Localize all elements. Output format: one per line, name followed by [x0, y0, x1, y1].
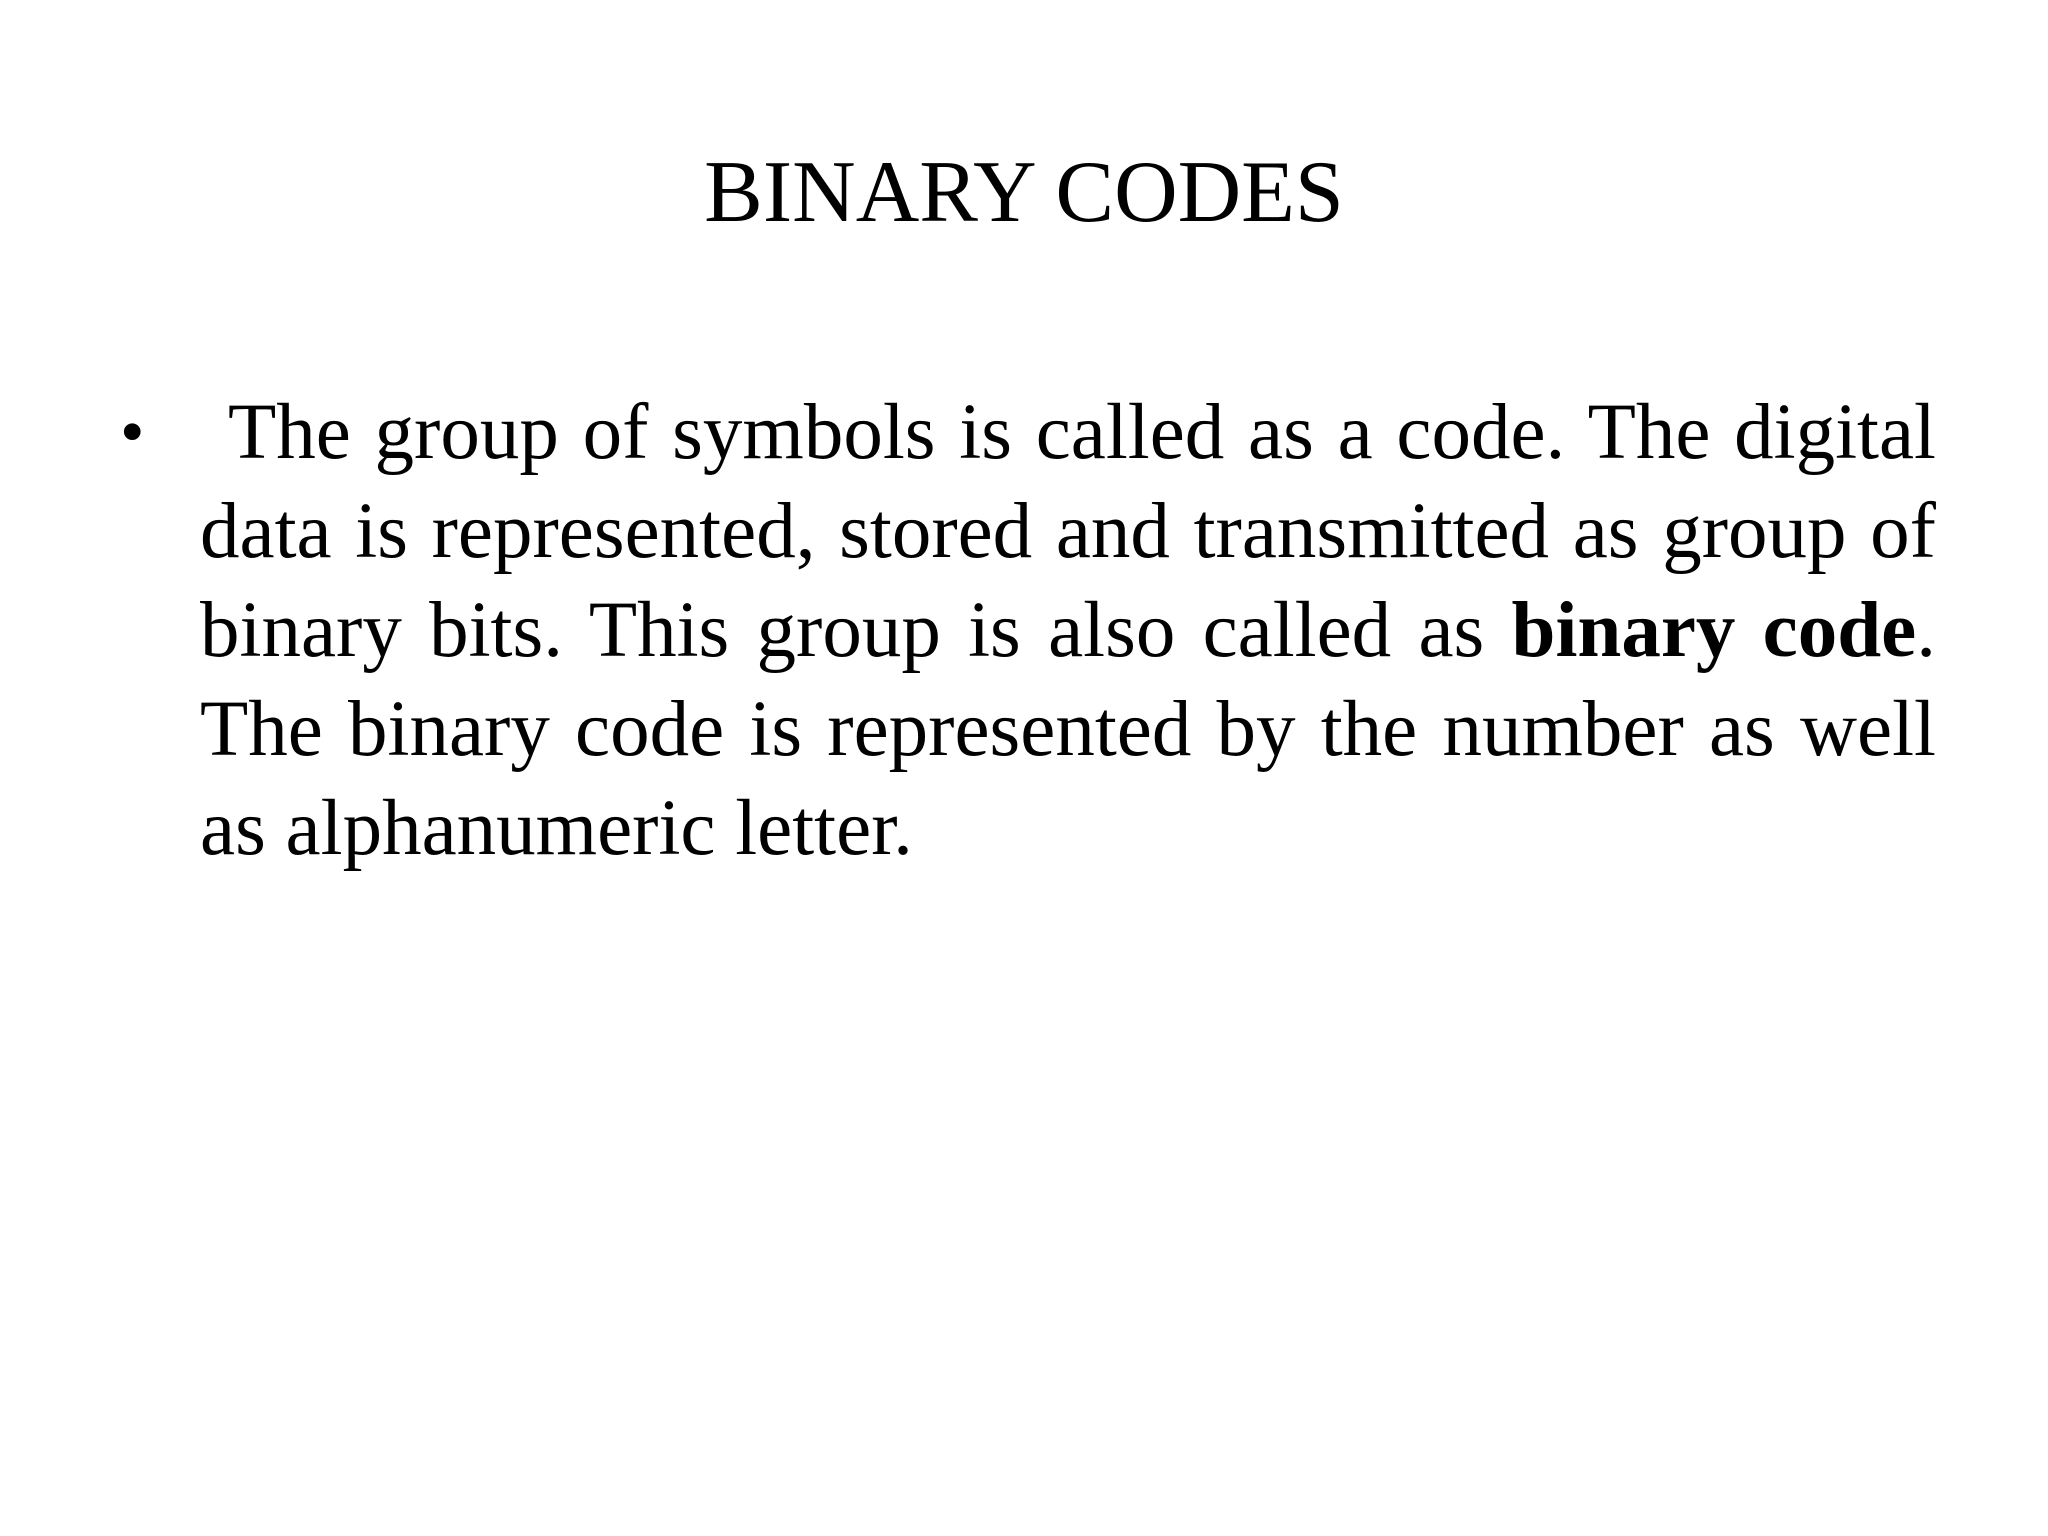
bullet-text-after: . The binary code is represented by the number as well as alphanumeric letter.: [200, 587, 1936, 872]
bullet-text: [200, 383, 1936, 878]
bullet-text-before: The group of symbols is called as a code. The digital data is represented, stored and transmitted as group of binary bits. This group is also called as: [200, 389, 1936, 674]
bullet-marker-icon: •: [120, 394, 145, 471]
bullet-bold-term: binary code: [1511, 587, 1917, 674]
slide-title: BINARY CODES: [704, 144, 1344, 241]
